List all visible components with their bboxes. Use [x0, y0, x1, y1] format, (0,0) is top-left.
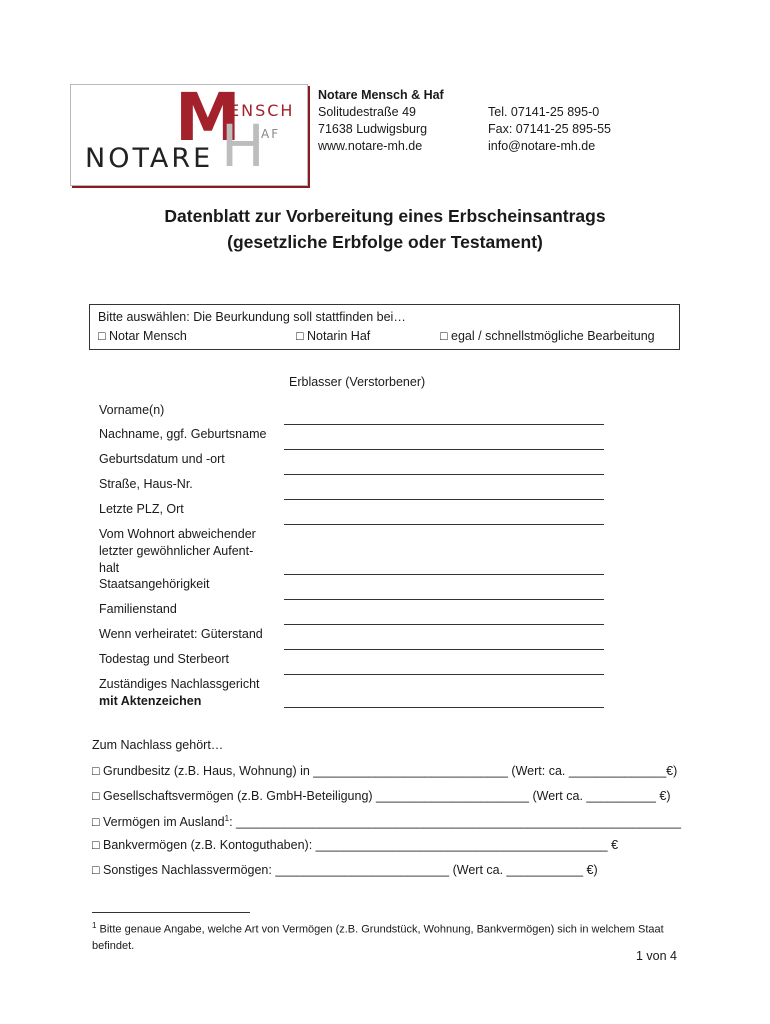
input-line-staatsangehoerigkeit[interactable]: [284, 599, 604, 600]
office-street: Solitudestraße 49: [318, 105, 416, 119]
input-line-familienstand[interactable]: [284, 624, 604, 625]
label-aufenthalt-line2: halt: [99, 561, 120, 575]
option-egal[interactable]: □ egal / schnellstmögliche Bearbeitung: [440, 329, 655, 343]
estate-ausland-line: : ________________________________________________________________: [229, 815, 681, 830]
label-todestag: Todestag und Sterbeort: [99, 652, 229, 666]
footnote-divider: [92, 912, 250, 913]
input-line-plz-ort[interactable]: [284, 524, 604, 525]
label-staatsangehoerigkeit: Staatsangehörigkeit: [99, 577, 210, 591]
label-aktenzeichen: mit Aktenzeichen: [99, 694, 202, 708]
label-gueterstand: Wenn verheiratet: Güterstand: [99, 627, 263, 641]
label-vorname: Vorname(n): [99, 403, 165, 417]
office-address: [318, 87, 444, 155]
page-number: 1 von 4: [636, 949, 678, 963]
input-line-nachlassgericht[interactable]: [284, 707, 604, 708]
section-title-erblasser: Erblasser (Verstorbener): [289, 375, 426, 389]
selection-prompt: Bitte auswählen: Die Beurkundung soll stattfinden bei…: [98, 310, 406, 324]
input-line-todestag[interactable]: [284, 674, 604, 675]
office-email[interactable]: info@notare-mh.de: [488, 139, 596, 153]
estate-intro: Zum Nachlass gehört…: [92, 738, 224, 752]
label-plz-ort: Letzte PLZ, Ort: [99, 502, 184, 516]
office-contact: [488, 104, 611, 155]
notary-logo: [70, 79, 308, 186]
label-aufenthalt-line1: Vom Wohnort abweichender letzter gewöhnlicher Aufent-: [99, 527, 256, 558]
estate-ausland-label: □ Vermögen im Ausland: [92, 815, 225, 830]
estate-bankvermoegen[interactable]: □ Bankvermögen (z.B. Kontoguthaben): __________________________________________ €: [92, 838, 619, 852]
label-nachname: Nachname, ggf. Geburtsname: [99, 427, 267, 441]
office-city: 71638 Ludwigsburg: [318, 122, 428, 136]
label-nachlassgericht: [99, 676, 260, 710]
logo-letter-m: M: [175, 79, 241, 156]
logo-ensch: ENSCH: [229, 101, 295, 120]
label-strasse: Straße, Haus-Nr.: [99, 477, 193, 491]
input-line-aufenthalt[interactable]: [284, 574, 604, 575]
input-line-geburtsdatum[interactable]: [284, 474, 604, 475]
footnote-text: Bitte genaue Angabe, welche Art von Vermögen (z.B. Grundstück, Wohnung, Bankvermögen) sich in welchem Staat befindet.: [92, 923, 664, 952]
input-line-gueterstand[interactable]: [284, 649, 604, 650]
estate-grundbesitz[interactable]: □ Grundbesitz (z.B. Haus, Wohnung) in ____________________________ (Wert: ca. ______________€): [92, 764, 678, 778]
office-fax: Fax: 07141-25 895-55: [488, 122, 612, 136]
estate-ausland[interactable]: [92, 814, 681, 829]
office-website[interactable]: www.notare-mh.de: [318, 139, 423, 153]
logo-af: AF: [261, 127, 281, 141]
input-line-vorname[interactable]: [284, 424, 604, 425]
office-name: Notare Mensch & Haf: [318, 88, 444, 102]
option-notar-mensch[interactable]: □ Notar Mensch: [98, 329, 187, 343]
footnote-ref: 1: [224, 814, 230, 823]
document-subtitle: (gesetzliche Erbfolge oder Testament): [227, 232, 543, 252]
estate-gesellschaftsvermoegen[interactable]: □ Gesellschaftsvermögen (z.B. GmbH-Beteiligung) ______________________ (Wert ca. __________ €): [92, 789, 671, 803]
label-nachlassgericht-line1: Zuständiges Nachlassgericht: [99, 677, 260, 691]
document-title: Datenblatt zur Vorbereitung eines Erbscheinsantrags: [164, 206, 606, 226]
estate-sonstiges[interactable]: □ Sonstiges Nachlassvermögen: _________________________ (Wert ca. ___________ €): [92, 863, 598, 877]
label-familienstand: Familienstand: [99, 602, 177, 616]
option-notarin-haf[interactable]: □ Notarin Haf: [296, 329, 371, 343]
footnote: [92, 918, 692, 954]
label-geburtsdatum: Geburtsdatum und -ort: [99, 452, 225, 466]
footnote-number: 1: [92, 921, 97, 930]
label-aufenthalt: [99, 526, 279, 577]
office-phone: Tel. 07141-25 895-0: [488, 105, 600, 119]
logo-notare: NOTARE: [85, 143, 214, 174]
logo-letter-h: H: [221, 112, 265, 180]
input-line-nachname[interactable]: [284, 449, 604, 450]
input-line-strasse[interactable]: [284, 499, 604, 500]
notary-selection-box: [89, 304, 680, 350]
